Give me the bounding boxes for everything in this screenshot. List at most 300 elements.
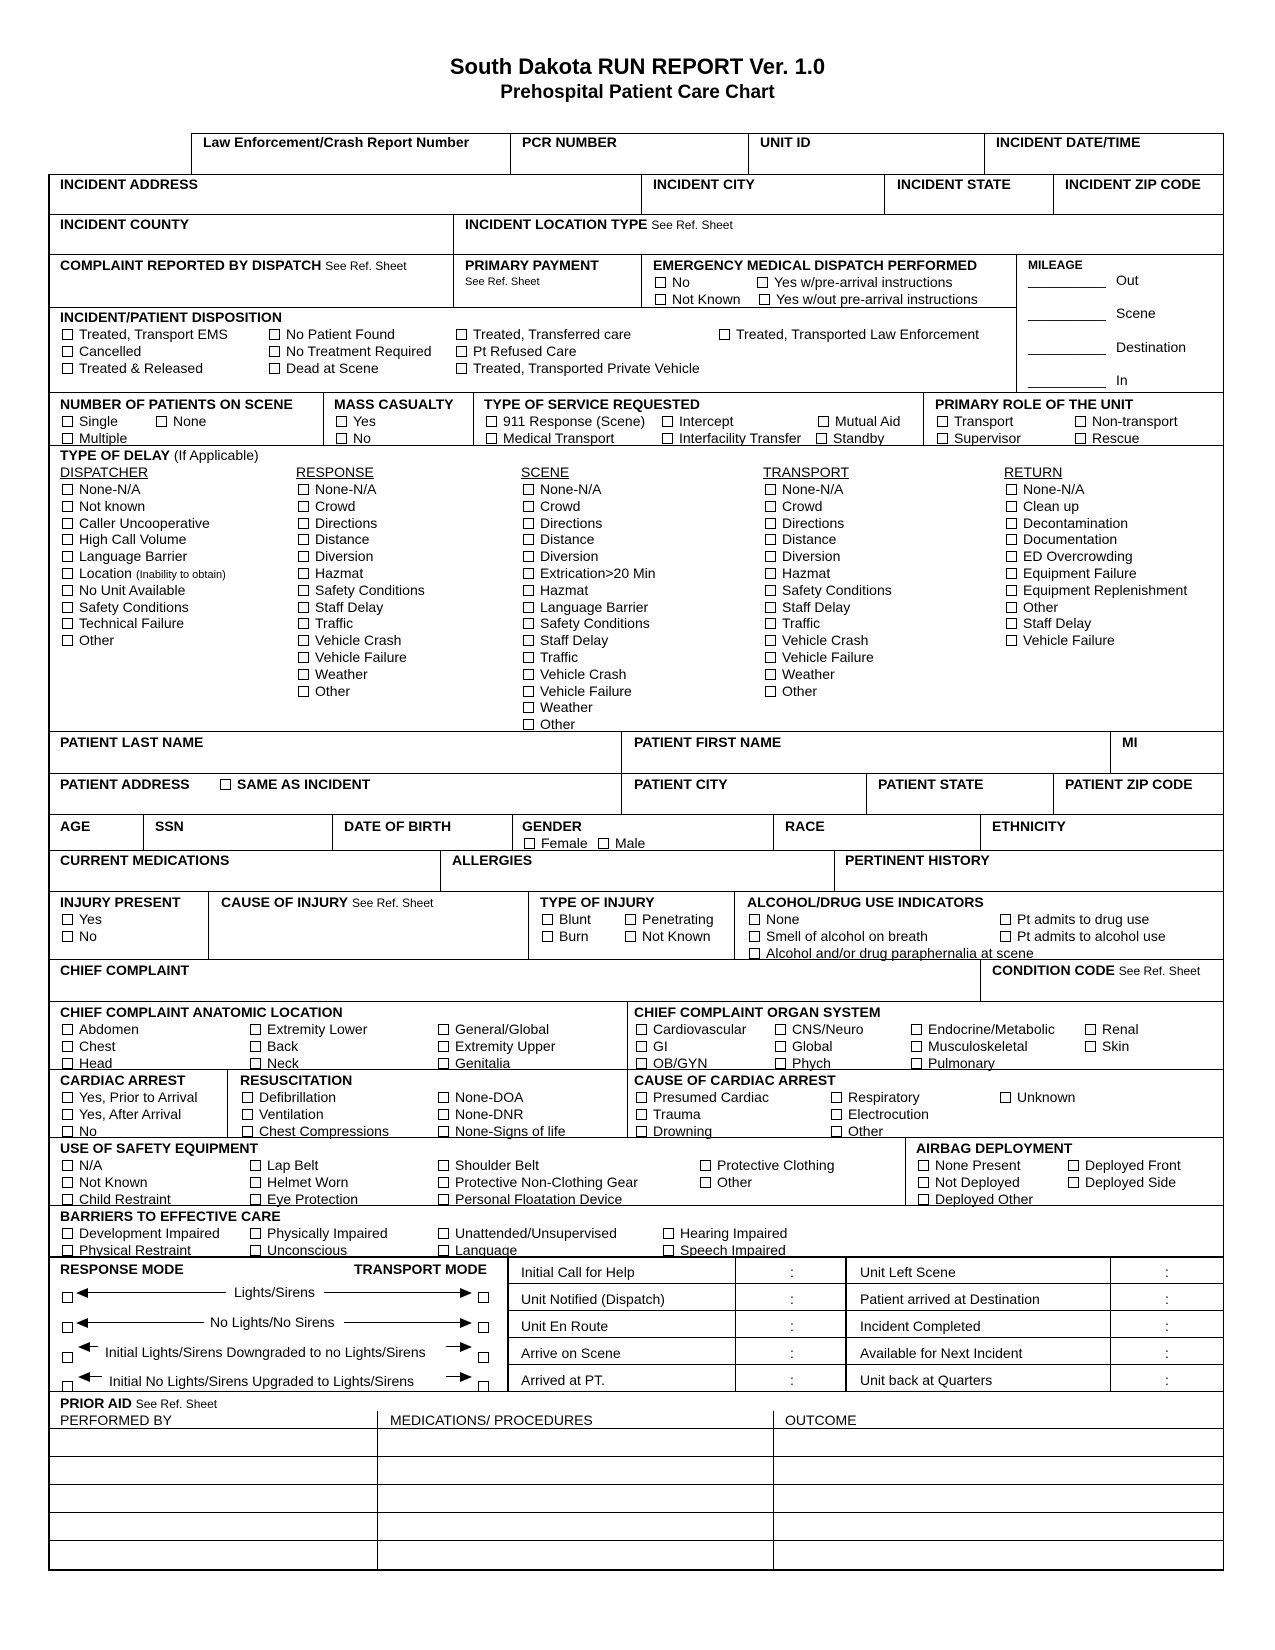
checkbox[interactable]	[523, 669, 534, 680]
time-field[interactable]: :	[1165, 1291, 1169, 1307]
organ-option[interactable]: Musculoskeletal	[911, 1038, 1028, 1054]
checkbox[interactable]	[655, 277, 666, 288]
airbag-option[interactable]: Deployed Other	[918, 1191, 1033, 1207]
delay-option[interactable]: Other	[523, 716, 575, 732]
delay-option[interactable]: Not known	[62, 498, 145, 514]
checkbox[interactable]	[242, 1092, 253, 1103]
checkbox[interactable]	[523, 686, 534, 697]
checkbox[interactable]	[719, 329, 730, 340]
checkbox[interactable]	[911, 1024, 922, 1035]
delay-option[interactable]: Traffic	[765, 615, 820, 631]
delay-option[interactable]: Traffic	[298, 615, 353, 631]
checkbox[interactable]	[765, 686, 776, 697]
organ-option[interactable]: Pulmonary	[911, 1055, 995, 1071]
checkbox[interactable]	[598, 838, 609, 849]
organ-option[interactable]: Renal	[1085, 1021, 1139, 1037]
checkbox[interactable]	[1006, 618, 1017, 629]
checkbox[interactable]	[749, 948, 760, 959]
resus-option[interactable]: Defibrillation	[242, 1089, 336, 1105]
checkbox[interactable]	[1075, 433, 1086, 444]
injury-blunt-option[interactable]: Blunt	[542, 911, 591, 927]
checkbox[interactable]	[298, 635, 309, 646]
role-nontransport-option[interactable]: Non-transport	[1075, 413, 1178, 429]
cardiac-cause-option[interactable]: Presumed Cardiac	[636, 1089, 769, 1105]
emd-yes-pre-option[interactable]: Yes w/pre-arrival instructions	[757, 274, 952, 290]
checkbox[interactable]	[523, 702, 534, 713]
transport-nolights-checkbox[interactable]	[478, 1322, 489, 1333]
delay-option[interactable]: Hazmat	[523, 582, 588, 598]
service-interfacility-option[interactable]: Interfacility Transfer	[662, 430, 801, 446]
mileage-destination-field[interactable]: __________	[1028, 339, 1106, 355]
injury-yes-option[interactable]: Yes	[62, 911, 102, 927]
checkbox[interactable]	[456, 363, 467, 374]
checkbox[interactable]	[765, 551, 776, 562]
checkbox[interactable]	[816, 433, 827, 444]
cardiac-cause-option[interactable]: Other	[831, 1123, 883, 1139]
role-rescue-option[interactable]: Rescue	[1075, 430, 1139, 446]
alcohol-none-option[interactable]: None	[749, 911, 799, 927]
cardiac-option[interactable]: Yes, After Arrival	[62, 1106, 181, 1122]
delay-option[interactable]: Directions	[523, 515, 602, 531]
emd-yes-wout-option[interactable]: Yes w/out pre-arrival instructions	[759, 291, 978, 307]
barrier-option[interactable]: Unattended/Unsupervised	[438, 1225, 617, 1241]
delay-option[interactable]: Traffic	[523, 649, 578, 665]
checkbox[interactable]	[918, 1194, 929, 1205]
checkbox[interactable]	[269, 329, 280, 340]
disposition-option[interactable]: No Patient Found	[269, 326, 395, 342]
time-field[interactable]: :	[1165, 1345, 1169, 1361]
injury-penetrating-option[interactable]: Penetrating	[625, 911, 714, 927]
drug-admit-option[interactable]: Pt admits to drug use	[1000, 911, 1149, 927]
delay-option[interactable]: Safety Conditions	[765, 582, 892, 598]
delay-option[interactable]: Crowd	[298, 498, 355, 514]
checkbox[interactable]	[62, 914, 73, 925]
cardiac-cause-option[interactable]: Respiratory	[831, 1089, 920, 1105]
checkbox[interactable]	[1000, 914, 1011, 925]
time-field[interactable]: :	[1165, 1318, 1169, 1334]
time-field[interactable]: :	[1165, 1372, 1169, 1388]
delay-option[interactable]: Vehicle Crash	[298, 632, 401, 648]
disposition-option[interactable]: Treated, Transferred care	[456, 326, 631, 342]
checkbox[interactable]	[765, 534, 776, 545]
airbag-option[interactable]: Not Deployed	[918, 1174, 1020, 1190]
checkbox[interactable]	[636, 1109, 647, 1120]
checkbox[interactable]	[759, 294, 770, 305]
barrier-option[interactable]: Physical Restraint	[62, 1242, 191, 1258]
delay-option[interactable]: Crowd	[765, 498, 822, 514]
checkbox[interactable]	[765, 602, 776, 613]
delay-option[interactable]: Decontamination	[1006, 515, 1128, 531]
checkbox[interactable]	[456, 346, 467, 357]
checkbox[interactable]	[298, 652, 309, 663]
checkbox[interactable]	[765, 518, 776, 529]
anatomic-option[interactable]: Abdomen	[62, 1021, 139, 1037]
emd-no-option[interactable]: No	[655, 274, 690, 290]
checkbox[interactable]	[1085, 1024, 1096, 1035]
checkbox[interactable]	[918, 1177, 929, 1188]
checkbox[interactable]	[523, 602, 534, 613]
checkbox[interactable]	[250, 1228, 261, 1239]
mileage-out-field[interactable]: __________	[1028, 272, 1106, 288]
delay-option[interactable]: None-N/A	[765, 481, 843, 497]
checkbox[interactable]	[62, 501, 73, 512]
airbag-option[interactable]: Deployed Side	[1068, 1174, 1176, 1190]
checkbox[interactable]	[220, 779, 231, 790]
disposition-option[interactable]: Treated, Transport EMS	[62, 326, 228, 342]
checkbox[interactable]	[438, 1177, 449, 1188]
checkbox[interactable]	[250, 1160, 261, 1171]
delay-option[interactable]: Diversion	[298, 548, 373, 564]
time-field[interactable]: :	[790, 1372, 794, 1388]
checkbox[interactable]	[911, 1041, 922, 1052]
response-nolights-checkbox[interactable]	[62, 1322, 73, 1333]
delay-option[interactable]: Other	[298, 683, 350, 699]
delay-option[interactable]: Vehicle Failure	[765, 649, 874, 665]
checkbox[interactable]	[663, 1228, 674, 1239]
safety-option[interactable]: Protective Non-Clothing Gear	[438, 1174, 638, 1190]
safety-option[interactable]: Other	[700, 1174, 752, 1190]
checkbox[interactable]	[1068, 1177, 1079, 1188]
delay-option[interactable]: Language Barrier	[62, 548, 187, 564]
disposition-option[interactable]: Dead at Scene	[269, 360, 379, 376]
checkbox[interactable]	[250, 1177, 261, 1188]
checkbox[interactable]	[62, 1245, 73, 1256]
barrier-option[interactable]: Hearing Impaired	[663, 1225, 787, 1241]
safety-option[interactable]: Lap Belt	[250, 1157, 318, 1173]
disposition-option[interactable]: Treated & Released	[62, 360, 203, 376]
delay-option[interactable]: Diversion	[523, 548, 598, 564]
delay-option[interactable]: Vehicle Crash	[765, 632, 868, 648]
safety-option[interactable]: Child Restraint	[62, 1191, 171, 1207]
safety-option[interactable]: Protective Clothing	[700, 1157, 835, 1173]
emd-not-known-option[interactable]: Not Known	[655, 291, 740, 307]
checkbox[interactable]	[636, 1041, 647, 1052]
delay-option[interactable]: Safety Conditions	[298, 582, 425, 598]
checkbox[interactable]	[156, 416, 167, 427]
organ-option[interactable]: Cardiovascular	[636, 1021, 746, 1037]
checkbox[interactable]	[1006, 534, 1017, 545]
checkbox[interactable]	[62, 346, 73, 357]
checkbox[interactable]	[486, 433, 497, 444]
checkbox[interactable]	[523, 568, 534, 579]
cardiac-cause-option[interactable]: Drowning	[636, 1123, 712, 1139]
time-field[interactable]: :	[790, 1291, 794, 1307]
airbag-option[interactable]: Deployed Front	[1068, 1157, 1181, 1173]
delay-option[interactable]: Weather	[523, 699, 593, 715]
disposition-option[interactable]: Pt Refused Care	[456, 343, 577, 359]
service-intercept-option[interactable]: Intercept	[662, 413, 733, 429]
checkbox[interactable]	[1085, 1041, 1096, 1052]
delay-option[interactable]: Vehicle Crash	[523, 666, 626, 682]
checkbox[interactable]	[62, 1228, 73, 1239]
injury-no-option[interactable]: No	[62, 928, 97, 944]
organ-option[interactable]: CNS/Neuro	[775, 1021, 864, 1037]
checkbox[interactable]	[765, 484, 776, 495]
resus-option[interactable]: None-DOA	[438, 1089, 523, 1105]
checkbox[interactable]	[250, 1058, 261, 1069]
checkbox[interactable]	[62, 585, 73, 596]
delay-option[interactable]: ED Overcrowding	[1006, 548, 1133, 564]
delay-option[interactable]: Other	[62, 632, 114, 648]
barrier-option[interactable]: Physically Impaired	[250, 1225, 388, 1241]
checkbox[interactable]	[486, 416, 497, 427]
checkbox[interactable]	[62, 484, 73, 495]
checkbox[interactable]	[523, 618, 534, 629]
checkbox[interactable]	[765, 669, 776, 680]
disposition-option[interactable]: No Treatment Required	[269, 343, 432, 359]
checkbox[interactable]	[542, 931, 553, 942]
patients-single-option[interactable]: Single	[62, 413, 118, 429]
checkbox[interactable]	[62, 534, 73, 545]
checkbox[interactable]	[937, 433, 948, 444]
delay-option[interactable]: None-N/A	[62, 481, 140, 497]
anatomic-option[interactable]: Neck	[250, 1055, 299, 1071]
checkbox[interactable]	[298, 551, 309, 562]
checkbox[interactable]	[62, 635, 73, 646]
disposition-option[interactable]: Treated, Transported Private Vehicle	[456, 360, 700, 376]
checkbox[interactable]	[1000, 931, 1011, 942]
delay-option[interactable]: Documentation	[1006, 531, 1117, 547]
service-medical-option[interactable]: Medical Transport	[486, 430, 614, 446]
checkbox[interactable]	[1006, 635, 1017, 646]
checkbox[interactable]	[625, 931, 636, 942]
organ-option[interactable]: Phych	[775, 1055, 831, 1071]
delay-option[interactable]: Safety Conditions	[62, 599, 189, 615]
service-mutual-option[interactable]: Mutual Aid	[818, 413, 900, 429]
organ-option[interactable]: Global	[775, 1038, 832, 1054]
checkbox[interactable]	[1006, 568, 1017, 579]
delay-option[interactable]: Staff Delay	[1006, 615, 1091, 631]
checkbox[interactable]	[775, 1041, 786, 1052]
anatomic-option[interactable]: Extremity Upper	[438, 1038, 555, 1054]
checkbox[interactable]	[523, 585, 534, 596]
checkbox[interactable]	[298, 669, 309, 680]
checkbox[interactable]	[775, 1024, 786, 1035]
organ-option[interactable]: Skin	[1085, 1038, 1129, 1054]
checkbox[interactable]	[269, 363, 280, 374]
organ-option[interactable]: Endocrine/Metabolic	[911, 1021, 1055, 1037]
checkbox[interactable]	[523, 484, 534, 495]
checkbox[interactable]	[1006, 484, 1017, 495]
checkbox[interactable]	[62, 1109, 73, 1120]
delay-option[interactable]: Crowd	[523, 498, 580, 514]
checkbox[interactable]	[250, 1041, 261, 1052]
time-field[interactable]: :	[1165, 1264, 1169, 1280]
checkbox[interactable]	[298, 501, 309, 512]
checkbox[interactable]	[62, 363, 73, 374]
checkbox[interactable]	[438, 1058, 449, 1069]
delay-option[interactable]: Staff Delay	[298, 599, 383, 615]
checkbox[interactable]	[663, 1245, 674, 1256]
checkbox[interactable]	[298, 568, 309, 579]
delay-option[interactable]: Distance	[298, 531, 369, 547]
checkbox[interactable]	[636, 1092, 647, 1103]
checkbox[interactable]	[298, 686, 309, 697]
delay-option[interactable]: Extrication>20 Min	[523, 565, 656, 581]
delay-option[interactable]: Directions	[765, 515, 844, 531]
checkbox[interactable]	[242, 1126, 253, 1137]
cardiac-cause-option[interactable]: Unknown	[1000, 1089, 1075, 1105]
barrier-option[interactable]: Development Impaired	[62, 1225, 220, 1241]
safety-option[interactable]: Helmet Worn	[250, 1174, 348, 1190]
disposition-option[interactable]: Cancelled	[62, 343, 141, 359]
transport-upgraded-checkbox[interactable]	[478, 1381, 489, 1392]
checkbox[interactable]	[438, 1041, 449, 1052]
checkbox[interactable]	[62, 1177, 73, 1188]
checkbox[interactable]	[438, 1160, 449, 1171]
anatomic-option[interactable]: General/Global	[438, 1021, 549, 1037]
organ-option[interactable]: OB/GYN	[636, 1055, 707, 1071]
delay-option[interactable]: Diversion	[765, 548, 840, 564]
gender-male-option[interactable]: Male	[598, 835, 645, 851]
checkbox[interactable]	[911, 1058, 922, 1069]
checkbox[interactable]	[775, 1058, 786, 1069]
checkbox[interactable]	[765, 618, 776, 629]
alcohol-smell-option[interactable]: Smell of alcohol on breath	[749, 928, 928, 944]
checkbox[interactable]	[438, 1194, 449, 1205]
delay-option[interactable]: Staff Delay	[765, 599, 850, 615]
checkbox[interactable]	[62, 1024, 73, 1035]
checkbox[interactable]	[438, 1109, 449, 1120]
checkbox[interactable]	[438, 1024, 449, 1035]
checkbox[interactable]	[62, 551, 73, 562]
disposition-option[interactable]: Treated, Transported Law Enforcement	[719, 326, 979, 342]
alcohol-admit-option[interactable]: Pt admits to alcohol use	[1000, 928, 1166, 944]
delay-option[interactable]: None-N/A	[523, 481, 601, 497]
delay-option[interactable]: No Unit Available	[62, 582, 185, 598]
mileage-in-field[interactable]: __________	[1028, 372, 1106, 388]
delay-option[interactable]: Technical Failure	[62, 615, 184, 631]
checkbox[interactable]	[62, 602, 73, 613]
checkbox[interactable]	[250, 1245, 261, 1256]
delay-option[interactable]: High Call Volume	[62, 531, 186, 547]
checkbox[interactable]	[62, 1058, 73, 1069]
safety-option[interactable]: N/A	[62, 1157, 102, 1173]
checkbox[interactable]	[62, 1194, 73, 1205]
checkbox[interactable]	[523, 551, 534, 562]
checkbox[interactable]	[1006, 551, 1017, 562]
delay-option[interactable]: Other	[765, 683, 817, 699]
checkbox[interactable]	[62, 329, 73, 340]
cardiac-cause-option[interactable]: Trauma	[636, 1106, 701, 1122]
checkbox[interactable]	[336, 416, 347, 427]
delay-option[interactable]: Weather	[298, 666, 368, 682]
safety-option[interactable]: Eye Protection	[250, 1191, 358, 1207]
checkbox[interactable]	[757, 277, 768, 288]
response-lights-checkbox[interactable]	[62, 1292, 73, 1303]
delay-option[interactable]: Distance	[765, 531, 836, 547]
delay-option[interactable]: Hazmat	[765, 565, 830, 581]
checkbox[interactable]	[1006, 602, 1017, 613]
mass-yes-option[interactable]: Yes	[336, 413, 376, 429]
delay-option[interactable]: Hazmat	[298, 565, 363, 581]
checkbox[interactable]	[1068, 1160, 1079, 1171]
resus-option[interactable]: None-Signs of life	[438, 1123, 566, 1139]
checkbox[interactable]	[636, 1024, 647, 1035]
anatomic-option[interactable]: Chest	[62, 1038, 116, 1054]
checkbox[interactable]	[918, 1160, 929, 1171]
checkbox[interactable]	[298, 618, 309, 629]
checkbox[interactable]	[700, 1177, 711, 1188]
checkbox[interactable]	[765, 652, 776, 663]
time-field[interactable]: :	[790, 1318, 794, 1334]
delay-option[interactable]: Equipment Replenishment	[1006, 582, 1187, 598]
checkbox[interactable]	[62, 1126, 73, 1137]
cardiac-cause-option[interactable]: Electrocution	[831, 1106, 929, 1122]
checkbox[interactable]	[636, 1058, 647, 1069]
checkbox[interactable]	[250, 1024, 261, 1035]
checkbox[interactable]	[542, 914, 553, 925]
checkbox[interactable]	[831, 1109, 842, 1120]
checkbox[interactable]	[655, 294, 666, 305]
delay-option[interactable]: Directions	[298, 515, 377, 531]
checkbox[interactable]	[62, 618, 73, 629]
same-as-incident-option[interactable]: SAME AS INCIDENT	[220, 776, 370, 792]
delay-option[interactable]: Staff Delay	[523, 632, 608, 648]
delay-option[interactable]: Clean up	[1006, 498, 1079, 514]
checkbox[interactable]	[523, 635, 534, 646]
checkbox[interactable]	[62, 1160, 73, 1171]
delay-option[interactable]: Other	[1006, 599, 1058, 615]
checkbox[interactable]	[523, 652, 534, 663]
mileage-scene-field[interactable]: __________	[1028, 305, 1106, 321]
delay-option[interactable]: Weather	[765, 666, 835, 682]
checkbox[interactable]	[523, 534, 534, 545]
checkbox[interactable]	[1006, 518, 1017, 529]
delay-option[interactable]: Safety Conditions	[523, 615, 650, 631]
anatomic-option[interactable]: Back	[250, 1038, 298, 1054]
time-field[interactable]: :	[790, 1345, 794, 1361]
role-supervisor-option[interactable]: Supervisor	[937, 430, 1021, 446]
checkbox[interactable]	[438, 1228, 449, 1239]
delay-option[interactable]: Equipment Failure	[1006, 565, 1137, 581]
resus-option[interactable]: None-DNR	[438, 1106, 523, 1122]
checkbox[interactable]	[625, 914, 636, 925]
checkbox[interactable]	[336, 433, 347, 444]
delay-option[interactable]: Vehicle Failure	[523, 683, 632, 699]
checkbox[interactable]	[523, 719, 534, 730]
checkbox[interactable]	[523, 501, 534, 512]
barrier-option[interactable]: Unconscious	[250, 1242, 347, 1258]
checkbox[interactable]	[1006, 501, 1017, 512]
transport-lights-checkbox[interactable]	[478, 1292, 489, 1303]
checkbox[interactable]	[298, 602, 309, 613]
delay-option[interactable]: Language Barrier	[523, 599, 648, 615]
resus-option[interactable]: Ventilation	[242, 1106, 324, 1122]
patients-none-option[interactable]: None	[156, 413, 206, 429]
checkbox[interactable]	[250, 1194, 261, 1205]
checkbox[interactable]	[62, 568, 73, 579]
checkbox[interactable]	[636, 1126, 647, 1137]
injury-not-known-option[interactable]: Not Known	[625, 928, 710, 944]
delay-option[interactable]: Caller Uncooperative	[62, 515, 210, 531]
checkbox[interactable]	[456, 329, 467, 340]
anatomic-option[interactable]: Head	[62, 1055, 112, 1071]
injury-burn-option[interactable]: Burn	[542, 928, 589, 944]
resus-option[interactable]: Chest Compressions	[242, 1123, 389, 1139]
checkbox[interactable]	[818, 416, 829, 427]
airbag-option[interactable]: None Present	[918, 1157, 1021, 1173]
response-downgraded-checkbox[interactable]	[62, 1352, 73, 1363]
delay-option[interactable]: None-N/A	[1006, 481, 1084, 497]
checkbox[interactable]	[831, 1126, 842, 1137]
checkbox[interactable]	[524, 838, 535, 849]
checkbox[interactable]	[62, 1092, 73, 1103]
barrier-option[interactable]: Speech Impaired	[663, 1242, 786, 1258]
checkbox[interactable]	[1006, 585, 1017, 596]
checkbox[interactable]	[62, 931, 73, 942]
gender-female-option[interactable]: Female	[524, 835, 588, 851]
